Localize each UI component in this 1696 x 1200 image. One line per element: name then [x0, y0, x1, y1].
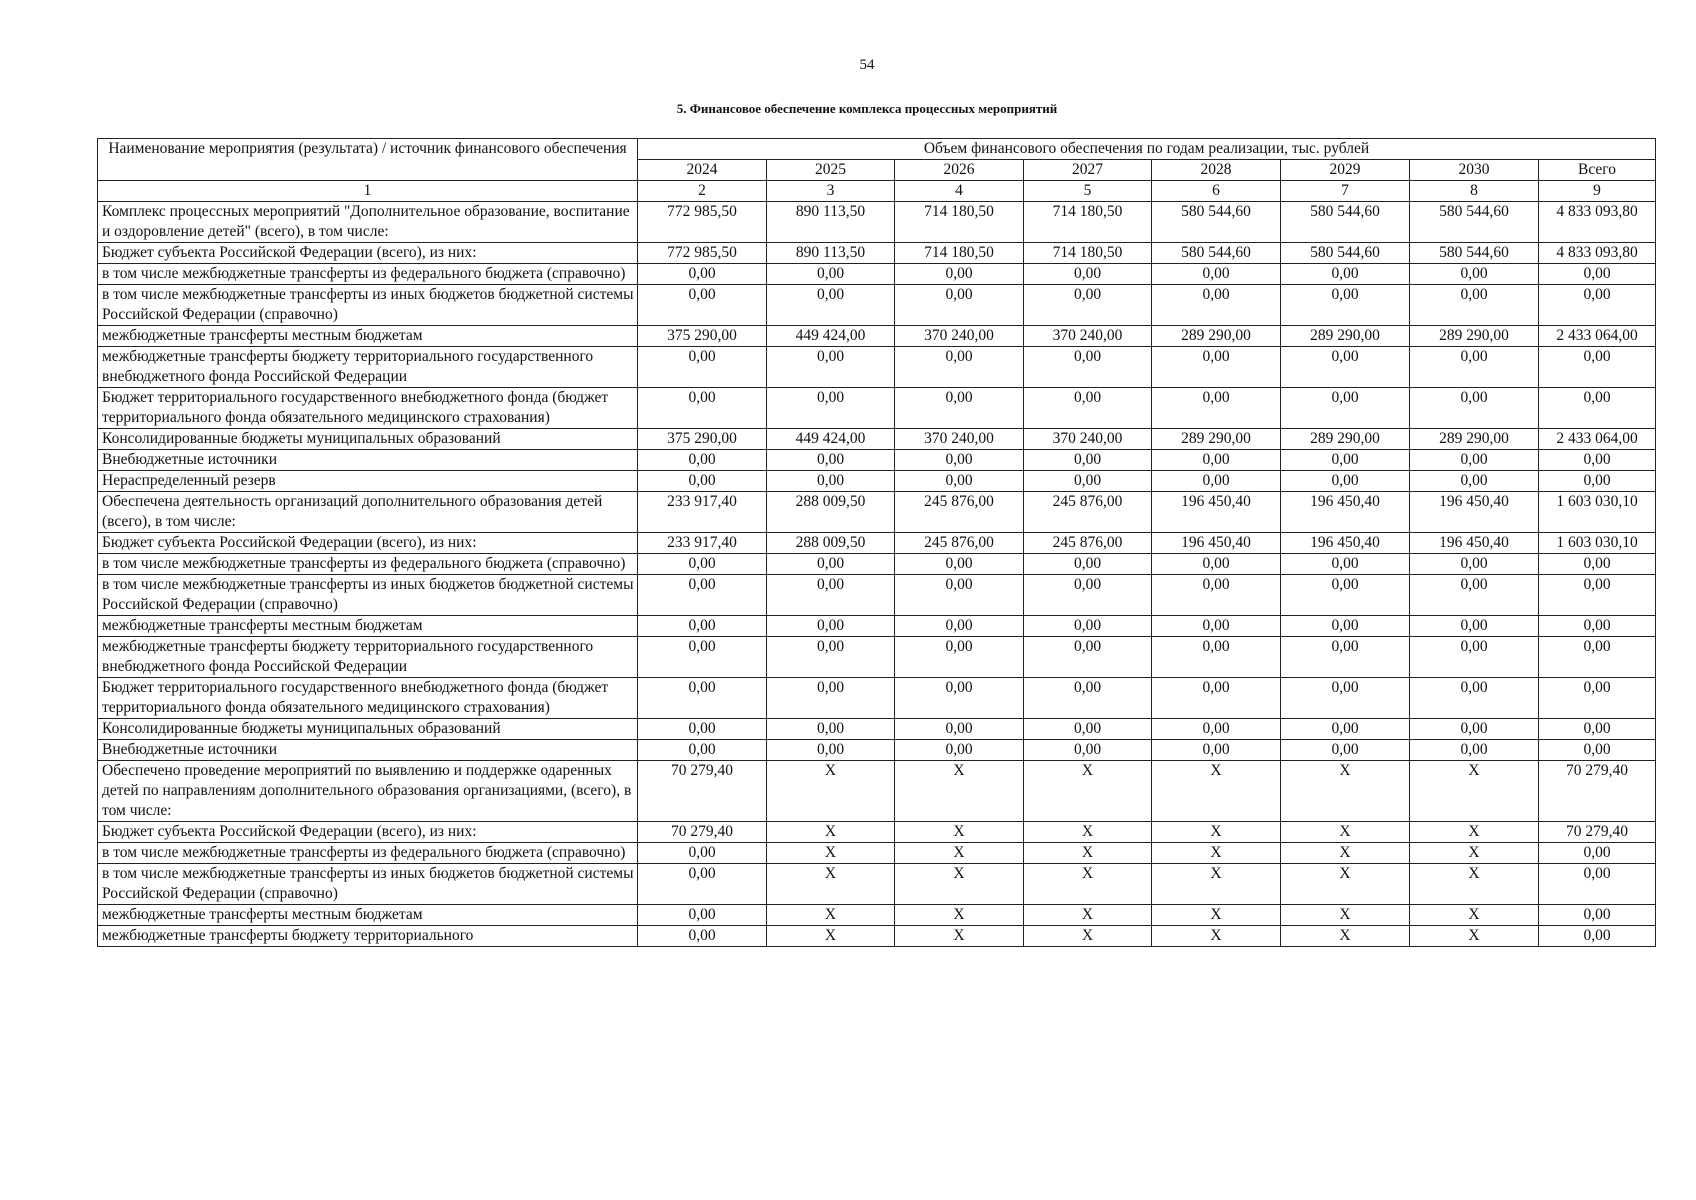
row-year-value: 0,00 [767, 388, 895, 429]
row-year-value: 0,00 [638, 719, 767, 740]
row-year-value: 0,00 [638, 843, 767, 864]
row-year-value: 0,00 [767, 616, 895, 637]
row-year-value: 0,00 [895, 347, 1024, 388]
header-name-column: Наименование мероприятия (результата) / источник финансового обеспечения [98, 139, 638, 181]
row-year-value: 0,00 [638, 554, 767, 575]
row-year-value: 0,00 [638, 388, 767, 429]
row-year-value: 890 113,50 [767, 202, 895, 243]
table-row [98, 926, 1656, 947]
row-year-value: X [895, 926, 1024, 947]
row-year-value: 0,00 [638, 575, 767, 616]
row-year-value: 288 009,50 [767, 492, 895, 533]
row-year-value: 0,00 [1024, 264, 1152, 285]
row-year-value: 714 180,50 [895, 202, 1024, 243]
row-year-value: X [1410, 761, 1539, 822]
row-year-value: 0,00 [638, 347, 767, 388]
row-year-value: 0,00 [1152, 285, 1281, 326]
column-index: 3 [767, 181, 895, 202]
table-row [98, 864, 1656, 905]
row-name: межбюджетные трансферты местным бюджетам [98, 326, 638, 347]
row-year-value: 0,00 [638, 864, 767, 905]
row-year-value: 772 985,50 [638, 243, 767, 264]
row-year-value: 0,00 [1152, 740, 1281, 761]
row-year-value: 0,00 [1024, 616, 1152, 637]
row-year-value: 0,00 [1410, 678, 1539, 719]
table-row [98, 450, 1656, 471]
table-row [98, 575, 1656, 616]
row-year-value: 0,00 [895, 616, 1024, 637]
row-year-value: 0,00 [1152, 450, 1281, 471]
column-index: 1 [98, 181, 638, 202]
row-year-value: 0,00 [1024, 285, 1152, 326]
column-index: 9 [1539, 181, 1656, 202]
row-year-value: 0,00 [1152, 719, 1281, 740]
row-year-value: 0,00 [1281, 719, 1410, 740]
row-year-value: 0,00 [1410, 347, 1539, 388]
row-year-value: 0,00 [638, 264, 767, 285]
table-row [98, 429, 1656, 450]
row-year-value: 0,00 [1024, 637, 1152, 678]
row-year-value: 0,00 [767, 637, 895, 678]
row-year-value: 0,00 [1410, 554, 1539, 575]
table-row [98, 719, 1656, 740]
row-name: Бюджет территориального государственного внебюджетного фонда (бюджет территориального фонда обязательного медицинского страхования) [98, 388, 638, 429]
row-year-value: X [1410, 905, 1539, 926]
row-year-value: X [1152, 926, 1281, 947]
row-total-value: 1 603 030,10 [1539, 492, 1656, 533]
row-year-value: 375 290,00 [638, 326, 767, 347]
row-name: в том числе межбюджетные трансферты из федерального бюджета (справочно) [98, 264, 638, 285]
row-year-value: 0,00 [638, 450, 767, 471]
table-row [98, 471, 1656, 492]
table-row [98, 554, 1656, 575]
row-total-value: 70 279,40 [1539, 822, 1656, 843]
row-name: Бюджет субъекта Российской Федерации (всего), из них: [98, 243, 638, 264]
row-total-value: 0,00 [1539, 926, 1656, 947]
row-total-value: 0,00 [1539, 719, 1656, 740]
header-year: 2028 [1152, 160, 1281, 181]
table-row [98, 285, 1656, 326]
row-year-value: 0,00 [1152, 616, 1281, 637]
row-year-value: 0,00 [1410, 450, 1539, 471]
row-year-value: X [1024, 822, 1152, 843]
row-year-value: X [767, 761, 895, 822]
row-year-value: 245 876,00 [1024, 492, 1152, 533]
row-year-value: X [1024, 926, 1152, 947]
row-name: Консолидированные бюджеты муниципальных образований [98, 719, 638, 740]
row-year-value: 0,00 [895, 554, 1024, 575]
row-year-value: X [1152, 843, 1281, 864]
row-year-value: 449 424,00 [767, 429, 895, 450]
row-year-value: 580 544,60 [1410, 243, 1539, 264]
row-year-value: 0,00 [895, 388, 1024, 429]
row-year-value: 196 450,40 [1281, 533, 1410, 554]
row-year-value: 0,00 [895, 740, 1024, 761]
row-year-value: 0,00 [1152, 388, 1281, 429]
header-year: 2029 [1281, 160, 1410, 181]
row-year-value: 0,00 [1281, 347, 1410, 388]
row-year-value: 0,00 [1410, 471, 1539, 492]
row-year-value: 233 917,40 [638, 533, 767, 554]
row-year-value: X [1281, 843, 1410, 864]
row-name: в том числе межбюджетные трансферты из иных бюджетов бюджетной системы Российской Федерации (справочно) [98, 285, 638, 326]
row-year-value: 0,00 [1152, 264, 1281, 285]
page-number: 54 [859, 57, 875, 73]
row-year-value: 196 450,40 [1410, 492, 1539, 533]
row-total-value: 70 279,40 [1539, 761, 1656, 822]
row-year-value: 0,00 [895, 264, 1024, 285]
row-year-value: 289 290,00 [1281, 429, 1410, 450]
row-name: в том числе межбюджетные трансферты из федерального бюджета (справочно) [98, 554, 638, 575]
section-title: 5. Финансовое обеспечение комплекса процессных мероприятий [676, 101, 1058, 116]
row-total-value: 1 603 030,10 [1539, 533, 1656, 554]
row-year-value: 289 290,00 [1410, 429, 1539, 450]
row-year-value: 0,00 [767, 264, 895, 285]
row-name: Обеспечена деятельность организаций дополнительного образования детей (всего), в том числе: [98, 492, 638, 533]
column-index: 7 [1281, 181, 1410, 202]
row-year-value: X [895, 864, 1024, 905]
row-year-value: X [895, 843, 1024, 864]
row-year-value: 0,00 [1410, 616, 1539, 637]
header-row-group [98, 139, 1656, 160]
row-year-value: 0,00 [1410, 637, 1539, 678]
row-year-value: 0,00 [638, 637, 767, 678]
row-year-value: 245 876,00 [895, 533, 1024, 554]
row-name: межбюджетные трансферты бюджету территориального государственного внебюджетного фонда Российской Федерации [98, 637, 638, 678]
row-year-value: 580 544,60 [1281, 243, 1410, 264]
row-year-value: X [1281, 905, 1410, 926]
row-year-value: X [767, 843, 895, 864]
header-volume-group: Объем финансового обеспечения по годам реализации, тыс. рублей [638, 139, 1656, 160]
row-year-value: X [767, 905, 895, 926]
row-name: в том числе межбюджетные трансферты из иных бюджетов бюджетной системы Российской Федерации (справочно) [98, 864, 638, 905]
row-year-value: 0,00 [767, 347, 895, 388]
row-year-value: X [1024, 843, 1152, 864]
row-total-value: 0,00 [1539, 575, 1656, 616]
table-row [98, 843, 1656, 864]
row-name: в том числе межбюджетные трансферты из иных бюджетов бюджетной системы Российской Федерации (справочно) [98, 575, 638, 616]
row-year-value: 0,00 [895, 575, 1024, 616]
header-total: Всего [1539, 160, 1656, 181]
row-year-value: 714 180,50 [1024, 202, 1152, 243]
row-year-value: 370 240,00 [895, 326, 1024, 347]
row-year-value: X [1281, 864, 1410, 905]
table-row [98, 740, 1656, 761]
row-total-value: 2 433 064,00 [1539, 326, 1656, 347]
row-year-value: 0,00 [638, 616, 767, 637]
row-year-value: X [1281, 822, 1410, 843]
row-total-value: 0,00 [1539, 616, 1656, 637]
row-year-value: 370 240,00 [1024, 326, 1152, 347]
row-year-value: 0,00 [767, 450, 895, 471]
row-year-value: 0,00 [1024, 388, 1152, 429]
row-year-value: 0,00 [638, 740, 767, 761]
column-index: 6 [1152, 181, 1281, 202]
row-year-value: 0,00 [1152, 575, 1281, 616]
row-year-value: 0,00 [1410, 719, 1539, 740]
table-row [98, 243, 1656, 264]
row-name: Консолидированные бюджеты муниципальных образований [98, 429, 638, 450]
row-year-value: X [1152, 822, 1281, 843]
row-year-value: 772 985,50 [638, 202, 767, 243]
row-year-value: 0,00 [767, 678, 895, 719]
row-year-value: 0,00 [1152, 637, 1281, 678]
row-name: Внебюджетные источники [98, 450, 638, 471]
row-total-value: 0,00 [1539, 740, 1656, 761]
row-year-value: 0,00 [1410, 285, 1539, 326]
table-row [98, 388, 1656, 429]
row-year-value: 375 290,00 [638, 429, 767, 450]
row-year-value: 196 450,40 [1281, 492, 1410, 533]
row-name: Обеспечено проведение мероприятий по выявлению и поддержке одаренных детей по направлениям дополнительного образования организациями, (всего), в том числе: [98, 761, 638, 822]
row-year-value: 289 290,00 [1152, 429, 1281, 450]
row-year-value: 714 180,50 [895, 243, 1024, 264]
table-row [98, 637, 1656, 678]
row-total-value: 0,00 [1539, 864, 1656, 905]
row-year-value: 0,00 [895, 678, 1024, 719]
table-row [98, 264, 1656, 285]
header-year: 2025 [767, 160, 895, 181]
row-year-value: X [1281, 761, 1410, 822]
row-year-value: 0,00 [1410, 264, 1539, 285]
row-year-value: 0,00 [1024, 678, 1152, 719]
row-year-value: 245 876,00 [1024, 533, 1152, 554]
row-year-value: 0,00 [895, 719, 1024, 740]
row-year-value: 288 009,50 [767, 533, 895, 554]
row-year-value: X [1152, 761, 1281, 822]
row-year-value: X [1024, 864, 1152, 905]
row-name: межбюджетные трансферты бюджету территориального государственного внебюджетного фонда Российской Федерации [98, 347, 638, 388]
table-body [98, 202, 1656, 947]
row-name: межбюджетные трансферты местным бюджетам [98, 616, 638, 637]
row-year-value: 580 544,60 [1281, 202, 1410, 243]
row-year-value: 0,00 [1024, 575, 1152, 616]
row-year-value: X [767, 864, 895, 905]
row-year-value: 0,00 [767, 719, 895, 740]
row-year-value: 0,00 [1281, 554, 1410, 575]
row-year-value: 0,00 [895, 285, 1024, 326]
row-name: Бюджет субъекта Российской Федерации (всего), из них: [98, 822, 638, 843]
row-year-value: 289 290,00 [1152, 326, 1281, 347]
row-year-value: 0,00 [1281, 471, 1410, 492]
row-year-value: 0,00 [1024, 471, 1152, 492]
row-year-value: 0,00 [1281, 575, 1410, 616]
row-year-value: 714 180,50 [1024, 243, 1152, 264]
row-name: Нераспределенный резерв [98, 471, 638, 492]
table-row [98, 905, 1656, 926]
row-year-value: X [1024, 761, 1152, 822]
row-total-value: 4 833 093,80 [1539, 243, 1656, 264]
row-total-value: 0,00 [1539, 678, 1656, 719]
table-row [98, 492, 1656, 533]
header-year: 2024 [638, 160, 767, 181]
column-index: 4 [895, 181, 1024, 202]
column-index: 8 [1410, 181, 1539, 202]
table-row [98, 822, 1656, 843]
column-index: 2 [638, 181, 767, 202]
table-row [98, 202, 1656, 243]
row-name: межбюджетные трансферты бюджету территориального [98, 926, 638, 947]
header-year: 2026 [895, 160, 1024, 181]
row-year-value: X [1410, 822, 1539, 843]
column-index: 5 [1024, 181, 1152, 202]
row-year-value: 449 424,00 [767, 326, 895, 347]
row-name: Внебюджетные источники [98, 740, 638, 761]
row-name: Бюджет субъекта Российской Федерации (всего), из них: [98, 533, 638, 554]
financing-table [97, 138, 1656, 947]
row-year-value: 0,00 [638, 471, 767, 492]
row-year-value: X [1410, 843, 1539, 864]
row-year-value: 0,00 [1281, 388, 1410, 429]
row-year-value: 890 113,50 [767, 243, 895, 264]
row-year-value: 0,00 [895, 450, 1024, 471]
row-year-value: 0,00 [1152, 554, 1281, 575]
row-total-value: 0,00 [1539, 347, 1656, 388]
table-row [98, 761, 1656, 822]
row-year-value: X [895, 905, 1024, 926]
row-year-value: 0,00 [1281, 450, 1410, 471]
row-total-value: 0,00 [1539, 388, 1656, 429]
row-year-value: 0,00 [638, 905, 767, 926]
row-total-value: 0,00 [1539, 264, 1656, 285]
row-year-value: 245 876,00 [895, 492, 1024, 533]
row-year-value: 289 290,00 [1281, 326, 1410, 347]
row-name: Комплекс процессных мероприятий "Дополнительное образование, воспитание и оздоровление детей" (всего), в том числе: [98, 202, 638, 243]
row-year-value: 0,00 [767, 575, 895, 616]
row-year-value: X [1152, 864, 1281, 905]
row-total-value: 2 433 064,00 [1539, 429, 1656, 450]
table-row [98, 326, 1656, 347]
row-year-value: 0,00 [1024, 450, 1152, 471]
row-year-value: 0,00 [1410, 388, 1539, 429]
row-year-value: 0,00 [767, 471, 895, 492]
row-year-value: X [895, 761, 1024, 822]
header-row-indices [98, 181, 1656, 202]
row-name: межбюджетные трансферты местным бюджетам [98, 905, 638, 926]
row-year-value: 0,00 [767, 285, 895, 326]
row-total-value: 0,00 [1539, 905, 1656, 926]
row-year-value: 233 917,40 [638, 492, 767, 533]
row-year-value: X [1152, 905, 1281, 926]
row-year-value: 0,00 [1281, 678, 1410, 719]
row-year-value: 0,00 [1281, 264, 1410, 285]
row-year-value: X [767, 822, 895, 843]
row-year-value: 0,00 [895, 637, 1024, 678]
row-total-value: 0,00 [1539, 471, 1656, 492]
row-year-value: 0,00 [638, 678, 767, 719]
table-row [98, 533, 1656, 554]
row-total-value: 0,00 [1539, 450, 1656, 471]
row-year-value: 0,00 [1152, 471, 1281, 492]
row-year-value: 0,00 [1152, 678, 1281, 719]
row-year-value: 0,00 [1152, 347, 1281, 388]
row-year-value: 0,00 [638, 926, 767, 947]
row-year-value: 0,00 [1281, 637, 1410, 678]
row-year-value: 0,00 [1281, 285, 1410, 326]
header-year: 2030 [1410, 160, 1539, 181]
row-year-value: 580 544,60 [1152, 243, 1281, 264]
row-year-value: 0,00 [1024, 740, 1152, 761]
row-total-value: 4 833 093,80 [1539, 202, 1656, 243]
table-row [98, 616, 1656, 637]
row-year-value: 0,00 [1024, 719, 1152, 740]
row-year-value: 70 279,40 [638, 761, 767, 822]
row-year-value: 0,00 [1024, 554, 1152, 575]
row-year-value: 580 544,60 [1152, 202, 1281, 243]
row-year-value: X [895, 822, 1024, 843]
header-year: 2027 [1024, 160, 1152, 181]
row-year-value: 370 240,00 [1024, 429, 1152, 450]
row-year-value: 0,00 [1410, 740, 1539, 761]
row-year-value: X [1410, 926, 1539, 947]
row-name: в том числе межбюджетные трансферты из федерального бюджета (справочно) [98, 843, 638, 864]
row-year-value: 289 290,00 [1410, 326, 1539, 347]
row-year-value: X [1024, 905, 1152, 926]
row-year-value: X [767, 926, 895, 947]
row-year-value: 0,00 [767, 554, 895, 575]
row-year-value: 0,00 [1410, 575, 1539, 616]
row-year-value: 196 450,40 [1152, 533, 1281, 554]
row-name: Бюджет территориального государственного внебюджетного фонда (бюджет территориального фонда обязательного медицинского страхования) [98, 678, 638, 719]
table-row [98, 347, 1656, 388]
table-row [98, 678, 1656, 719]
row-total-value: 0,00 [1539, 843, 1656, 864]
row-year-value: 196 450,40 [1152, 492, 1281, 533]
row-total-value: 0,00 [1539, 554, 1656, 575]
row-year-value: 0,00 [1281, 740, 1410, 761]
row-year-value: 196 450,40 [1410, 533, 1539, 554]
row-year-value: X [1410, 864, 1539, 905]
row-year-value: 580 544,60 [1410, 202, 1539, 243]
row-year-value: 0,00 [638, 285, 767, 326]
row-total-value: 0,00 [1539, 637, 1656, 678]
row-total-value: 0,00 [1539, 285, 1656, 326]
row-year-value: 0,00 [895, 471, 1024, 492]
row-year-value: X [1281, 926, 1410, 947]
row-year-value: 70 279,40 [638, 822, 767, 843]
row-year-value: 0,00 [1024, 347, 1152, 388]
row-year-value: 0,00 [1281, 616, 1410, 637]
row-year-value: 370 240,00 [895, 429, 1024, 450]
row-year-value: 0,00 [767, 740, 895, 761]
